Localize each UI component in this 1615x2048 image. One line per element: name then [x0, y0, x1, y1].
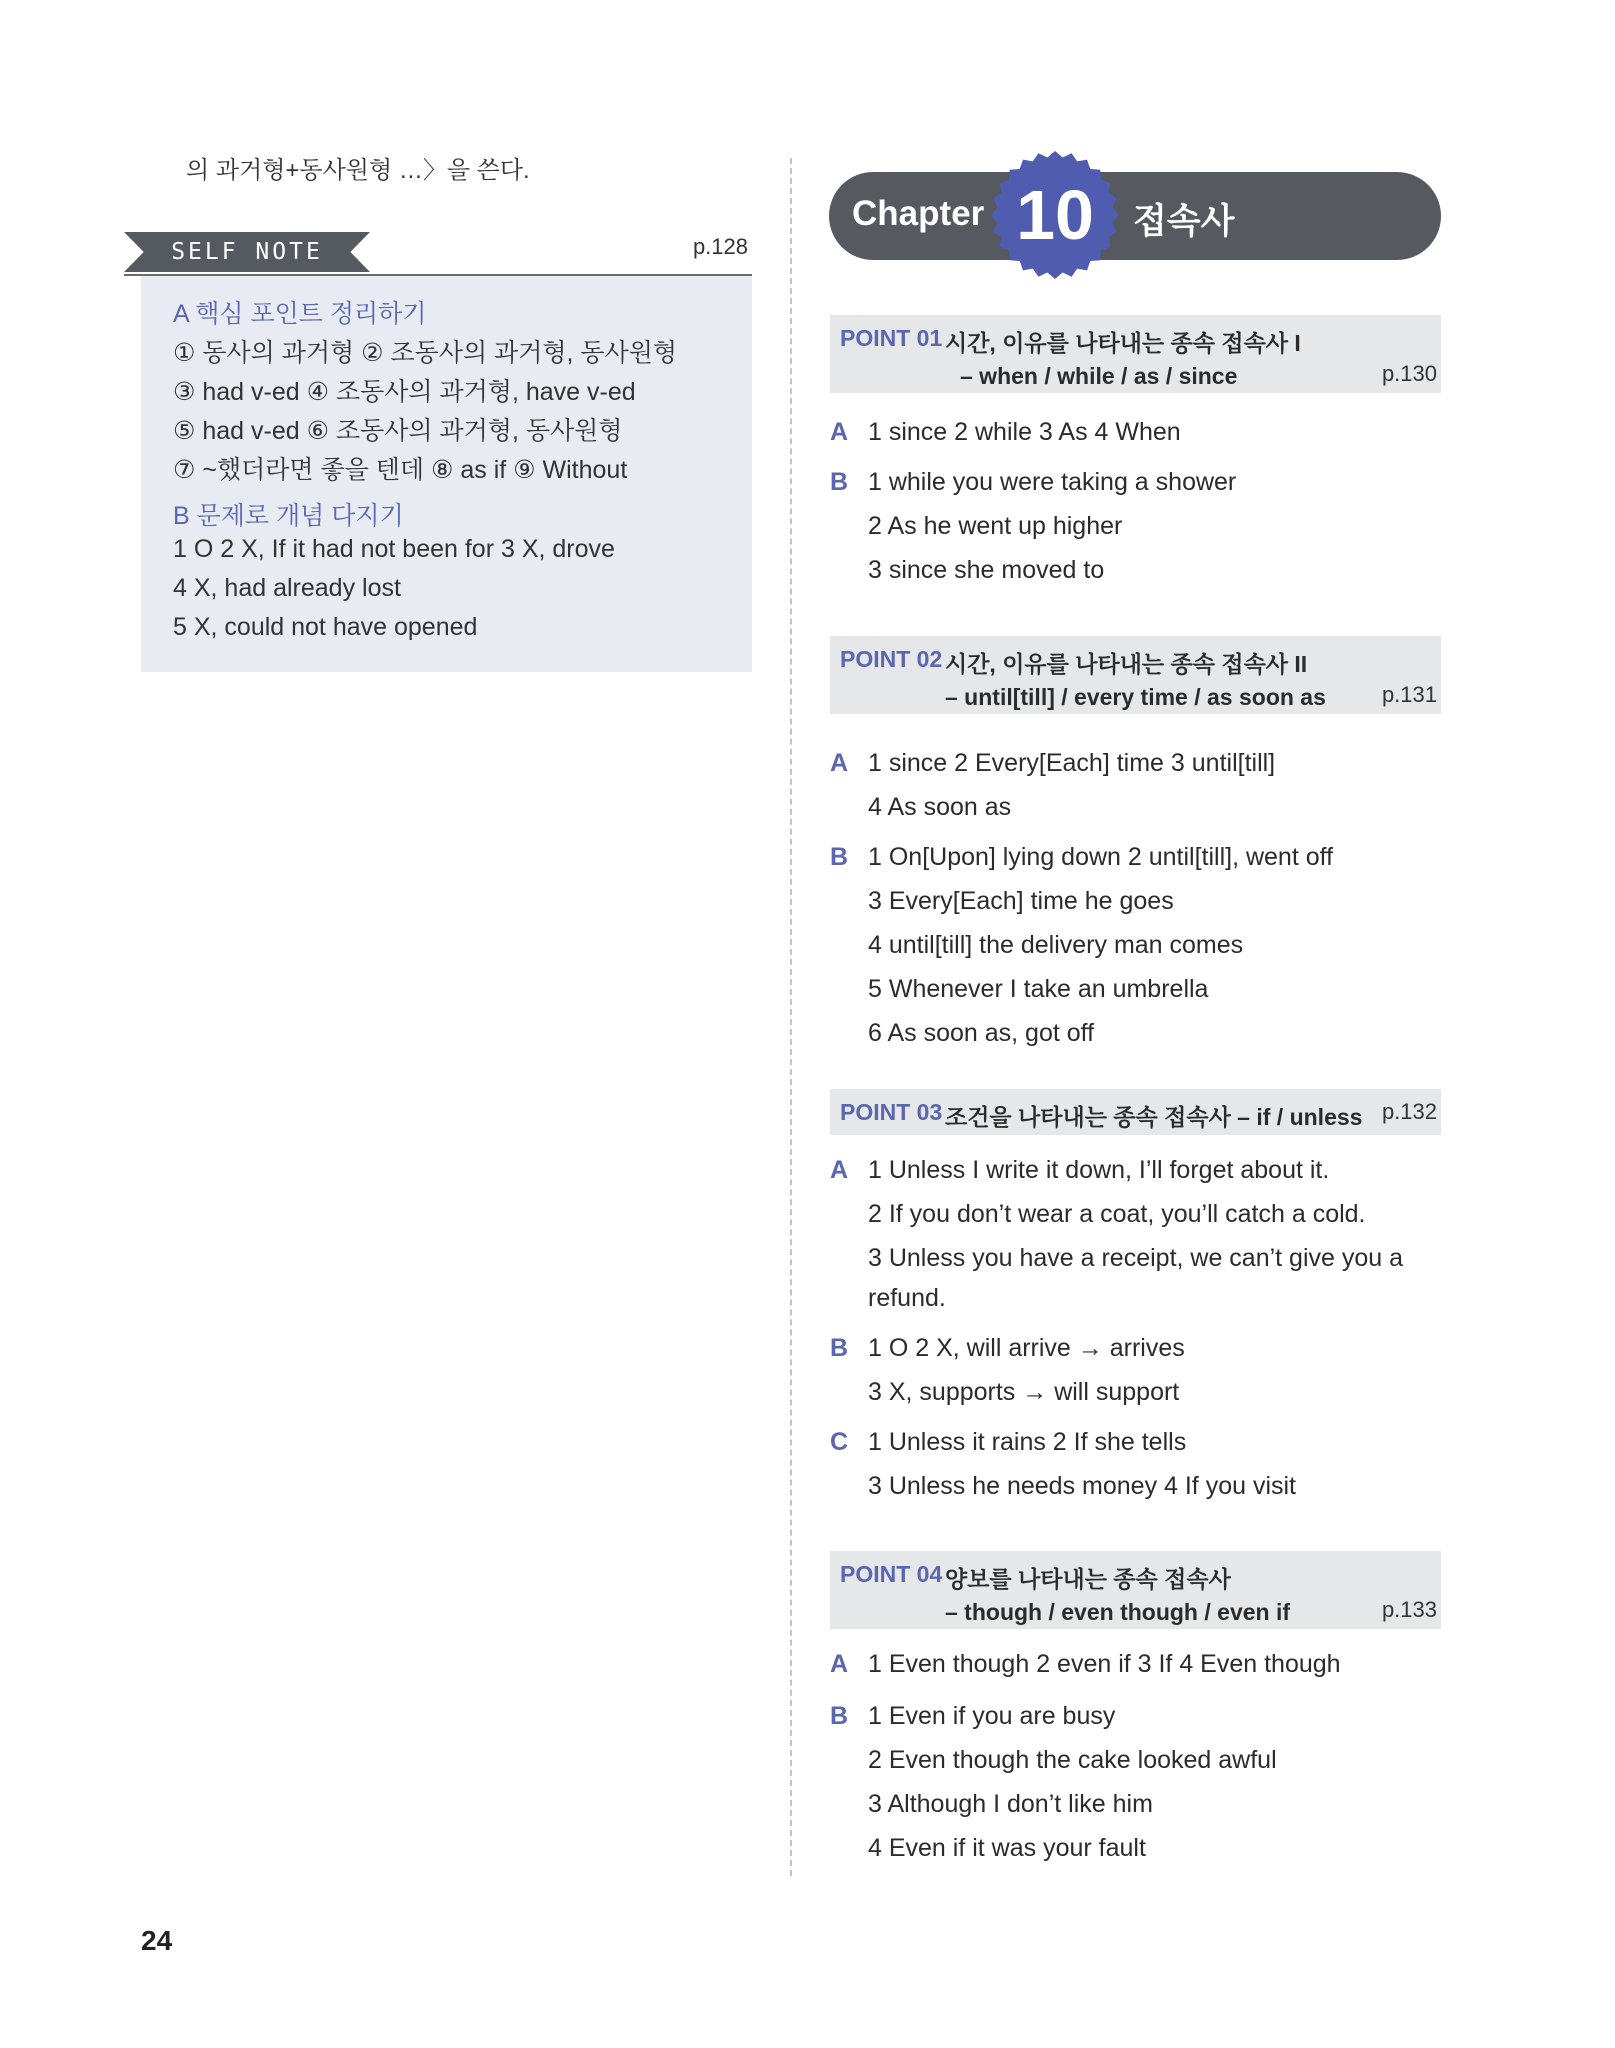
section-letter: A: [830, 749, 849, 777]
answer-line: 1 Even if you are busy: [868, 1702, 1116, 1730]
point-subtitle: – though / even though / even if: [945, 1599, 1291, 1625]
answer-line: 2 If you don’t wear a coat, you’ll catch a cold.: [868, 1200, 1366, 1228]
answer-line: 1 Unless I write it down, I’ll forget about it.: [868, 1156, 1330, 1184]
chapter-title: 접속사: [1133, 202, 1235, 241]
note-line: ① 동사의 과거형 ② 조동사의 과거형, 동사원형: [173, 339, 677, 367]
answer-line: 5 Whenever I take an umbrella: [868, 975, 1209, 1003]
section-letter: A: [830, 418, 849, 446]
answer-line: 3 Unless you have a receipt, we can’t give you a: [868, 1244, 1404, 1272]
section-letter: A: [830, 1156, 849, 1184]
note-heading-a: A 핵심 포인트 정리하기: [173, 300, 427, 328]
point-02-header: [830, 636, 1441, 714]
section-letter: B: [830, 468, 849, 496]
continued-text: 의 과거형+동사원형 …〉을 쓴다.: [186, 157, 530, 184]
point-title: 양보를 나타내는 종속 접속사: [945, 1566, 1231, 1592]
answer-line: refund.: [868, 1284, 946, 1312]
point-title: 시간, 이유를 나타내는 종속 접속사 II: [945, 651, 1308, 677]
answer-line: 4 Even if it was your fault: [868, 1834, 1146, 1862]
self-note-page-ref: p.128: [692, 234, 748, 259]
answer-line: 1 Even though 2 even if 3 If 4 Even though: [868, 1650, 1341, 1678]
section-letter: B: [830, 1334, 849, 1362]
note-heading-b: B 문제로 개념 다지기: [173, 502, 404, 530]
answer-line: 1 O 2 X, will arrive → arrives: [868, 1334, 1185, 1362]
self-note-header: [124, 230, 752, 274]
point-title: 시간, 이유를 나타내는 종속 접속사 I: [945, 330, 1301, 356]
chapter-label: Chapter: [852, 194, 985, 233]
answer-line: 2 Even though the cake looked awful: [868, 1746, 1277, 1774]
answer-line: 1 since 2 Every[Each] time 3 until[till]: [868, 749, 1276, 777]
answer-line: 3 Although I don’t like him: [868, 1790, 1153, 1818]
note-line: ⑤ had v-ed ⑥ 조동사의 과거형, 동사원형: [173, 417, 623, 445]
point-03-header: [830, 1089, 1441, 1135]
point-01-header: [830, 315, 1441, 393]
answer-line: 1 since 2 while 3 As 4 When: [868, 418, 1181, 446]
point-title: 조건을 나타내는 종속 접속사 – if / unless: [945, 1104, 1363, 1130]
point-page-ref: p.130: [1381, 361, 1437, 386]
note-line: ⑦ ~했더라면 좋을 텐데 ⑧ as if ⑨ Without: [173, 456, 628, 484]
answer-line: 1 while you were taking a shower: [868, 468, 1237, 496]
answer-line: 3 Unless he needs money 4 If you visit: [868, 1472, 1297, 1500]
section-letter: A: [830, 1650, 849, 1678]
point-label: POINT 02: [840, 646, 943, 672]
section-letter: C: [830, 1428, 849, 1456]
answer-line: 4 As soon as: [868, 793, 1012, 821]
point-subtitle: – when / while / as / since: [960, 363, 1238, 389]
point-label: POINT 04: [840, 1561, 943, 1587]
answer-line: 4 until[till] the delivery man comes: [868, 931, 1244, 959]
point-label: POINT 03: [840, 1099, 943, 1125]
answer-line: 2 As he went up higher: [868, 512, 1123, 540]
self-note-title: SELF NOTE: [171, 239, 323, 265]
column-divider: [790, 158, 792, 1876]
answer-line: 6 As soon as, got off: [868, 1019, 1095, 1047]
answer-line: 1 Unless it rains 2 If she tells: [868, 1428, 1187, 1456]
answer-line: 3 since she moved to: [868, 556, 1105, 584]
page-number: 24: [141, 1925, 173, 1956]
point-page-ref: p.133: [1381, 1597, 1437, 1622]
point-subtitle: – until[till] / every time / as soon as: [945, 684, 1326, 710]
point-page-ref: p.132: [1381, 1099, 1437, 1124]
point-page-ref: p.131: [1381, 682, 1437, 707]
section-letter: B: [830, 1702, 849, 1730]
note-line: 1 O 2 X, If it had not been for 3 X, drove: [173, 535, 615, 563]
note-line: ③ had v-ed ④ 조동사의 과거형, have v-ed: [173, 378, 636, 406]
answer-line: 3 X, supports → will support: [868, 1378, 1180, 1406]
section-letter: B: [830, 843, 849, 871]
answer-line: 3 Every[Each] time he goes: [868, 887, 1174, 915]
point-label: POINT 01: [840, 325, 943, 351]
chapter-number: 10: [1016, 176, 1094, 254]
self-note-box: [141, 276, 752, 672]
note-line: 4 X, had already lost: [173, 574, 401, 602]
point-04-header: [830, 1551, 1441, 1629]
answer-line: 1 On[Upon] lying down 2 until[till], went off: [868, 843, 1334, 871]
note-line: 5 X, could not have opened: [173, 613, 478, 641]
